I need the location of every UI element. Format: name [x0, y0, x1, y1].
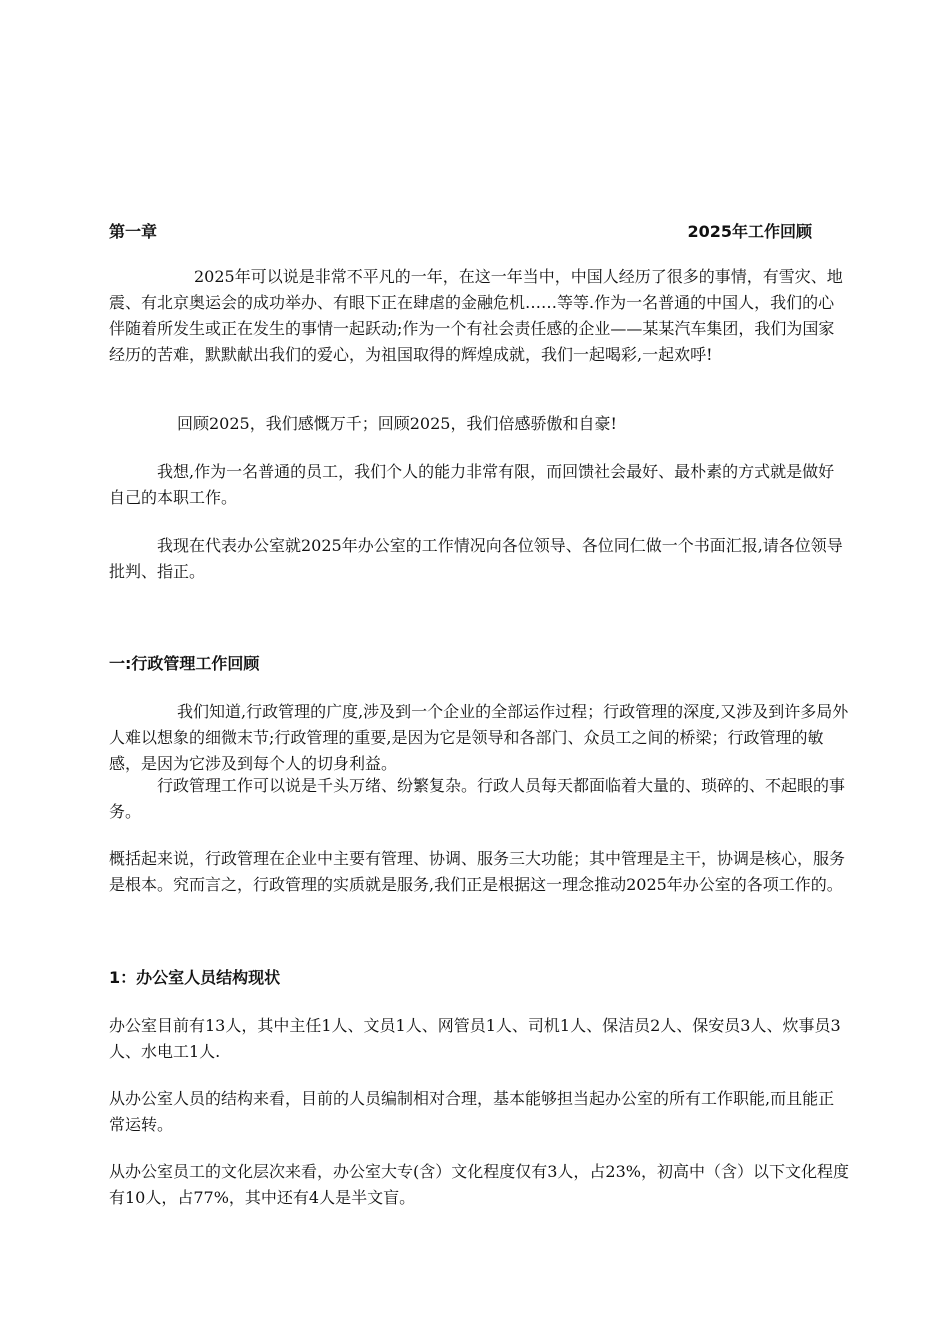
chapter-header [109, 219, 812, 245]
subsection-heading: 1：办公室人员结构现状 [109, 968, 281, 987]
section-paragraph-1: 我们知道,行政管理的广度,涉及到一个企业的全部运作过程；行政管理的深度,又涉及到许多局外人难以想象的细微末节;行政管理的重要,是因为它是领导和各部门、众员工之间的桥梁；行政管理的敏感，是因为它涉及到每个人的切身利益。 [109, 702, 849, 773]
intro-paragraph-3: 我想,作为一名普通的员工，我们个人的能力非常有限，而回馈社会最好、最朴素的方式就是做好自己的本职工作。 [109, 462, 835, 507]
subsection-paragraph-2: 从办公室人员的结构来看，目前的人员编制相对合理，基本能够担当起办公室的所有工作职能,而且能正常运转。 [109, 1089, 835, 1134]
subsection-paragraph-1: 办公室目前有13人，其中主任1人、文员1人、网管员1人、司机1人、保洁员2人、保安员3人、炊事员3人、水电工1人. [109, 1016, 841, 1061]
intro-paragraph-2: 回顾2025，我们感慨万千；回顾2025，我们倍感骄傲和自豪! [177, 414, 617, 433]
chapter-title: 2025年工作回顾 [687, 222, 812, 241]
subsection-paragraph-3: 从办公室员工的文化层次来看，办公室大专(含）文化程度仅有3人，占23%，初高中（含）以下文化程度有10人，占77%，其中还有4人是半文盲。 [109, 1162, 849, 1207]
intro-paragraph-1: 2025年可以说是非常不平凡的一年，在这一年当中，中国人经历了很多的事情，有雪灾、地震、有北京奥运会的成功举办、有眼下正在肆虐的金融危机……等等.作为一名普通的中国人，我们的心伴随着所发生或正在发生的事情一起跃动;作为一个有社会责任感的企业——某某汽车集团，我们为国家经历的苦难，默默献出我们的爱心，为祖国取得的辉煌成就，我们一起喝彩,一起欢呼! [109, 267, 843, 364]
chapter-label: 第一章 [109, 222, 158, 241]
section-paragraph-2: 行政管理工作可以说是千头万绪、纷繁复杂。行政人员每天都面临着大量的、琐碎的、不起眼的事务。 [109, 776, 846, 821]
section-heading: 一:行政管理工作回顾 [109, 654, 260, 673]
intro-paragraph-4: 我现在代表办公室就2025年办公室的工作情况向各位领导、各位同仁做一个书面汇报,请各位领导批判、指正。 [109, 536, 843, 581]
section-paragraph-3: 概括起来说，行政管理在企业中主要有管理、协调、服务三大功能；其中管理是主干，协调是核心，服务是根本。究而言之，行政管理的实质就是服务,我们正是根据这一理念推动2025年办公室的各项工作的。 [109, 849, 846, 894]
